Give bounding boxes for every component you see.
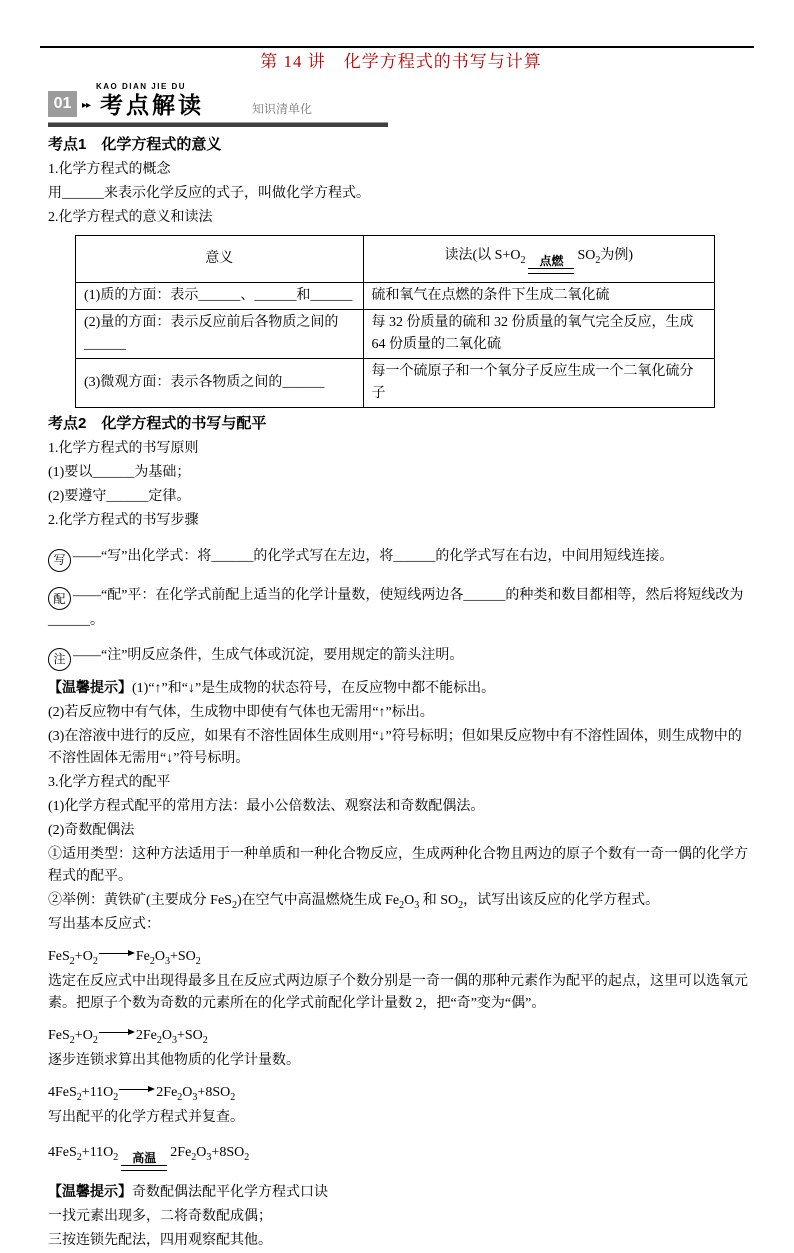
meaning-subheading: 2.化学方程式的意义和读法: [48, 210, 213, 225]
section-banner: [48, 82, 388, 127]
step-write-text: ——“写”出化学式：将______的化学式写在左边，将______的化学式写在右边，中间用短线连接。: [73, 549, 674, 564]
basic-equation-label: 写出基本反应式：: [48, 916, 160, 932]
mnemonic-line-2: 三按连锁先配法，四用观察配其他。: [48, 1232, 272, 1248]
tips-1-text-1: (1)“↑”和“↓”是生成物的状态符号，在反应物中都不能标出。: [132, 680, 496, 696]
tips-1-line-1: [48, 675, 754, 701]
equation-final: $4FeS_2+11O_2$ 高温 $2Fe_2O_3+8SO_2$: [48, 1142, 754, 1171]
tips-label: 【温馨提示】: [48, 1182, 132, 1199]
table-cell-left: (1)质的方面：表示______、______和______: [76, 283, 364, 310]
table-header-row: [76, 236, 715, 283]
tips-label: 【温馨提示】: [48, 678, 132, 695]
select-element-explain: 选定在反应式中出现得最多且在反应式两边原子个数分别是一奇一偶的那种元素作为配平的起点，这里可以选氧元素。把原子个数为奇数的元素所在的化学式前配化学计量数 2，把“奇”变为“偶”。: [48, 973, 748, 1011]
recheck-line: 写出配平的化学方程式并复查。: [48, 1109, 244, 1125]
condition-over-equals: 点燃: [528, 255, 574, 274]
table-cell-right: 每一个硫原子和一个氧分子反应生成一个二氧化硫分子: [363, 359, 714, 408]
meaning-table: [75, 235, 715, 408]
table-cell-left: (2)量的方面：表示反应前后各物质之间的______: [76, 310, 364, 359]
reaction-arrow-icon: [99, 949, 135, 959]
banner-eyebrow: KAO DIAN JIE DU: [96, 82, 187, 91]
annotate-badge-icon: 注: [48, 648, 71, 671]
equation-1: $FeS_2+O_2$ $Fe_2O_3+SO_2$: [48, 948, 201, 967]
banner-underline-bar: [48, 122, 388, 127]
equation-3: $4FeS_2+11O_2$ $2Fe_2O_3+8SO_2$: [48, 1084, 236, 1103]
reaction-arrow-icon: [99, 1028, 135, 1038]
table-header-reading: 读法(以 $S+O_2$ 点燃 $SO_2$为例): [363, 236, 714, 283]
table-row: [76, 359, 715, 408]
concept-fill-blank-line: 用______来表示化学反应的式子，叫做化学方程式。: [48, 186, 370, 201]
top-divider: [40, 46, 754, 48]
condition-over-equals: 高温: [121, 1152, 167, 1171]
banner-title: 考点解读: [100, 92, 205, 118]
table-row: [76, 310, 715, 359]
balance-badge-icon: 配: [48, 587, 71, 610]
step-annotate-text: ——“注”明反应条件，生成气体或沉淀，要用规定的箭头注明。: [73, 648, 464, 663]
table-header-meaning: 意义: [76, 236, 364, 283]
step-write: [48, 546, 754, 572]
table-cell-right: 每 32 份质量的硫和 32 份质量的氧气完全反应，生成 64 份质量的二氧化硫: [363, 310, 714, 359]
chain-calc-line: 逐步连锁求算出其他物质的化学计量数。: [48, 1052, 300, 1068]
writing-principle-subheading: 1.化学方程式的书写原则: [48, 441, 199, 456]
step-balance-text: ——“配”平：在化学式前配上适当的化学计量数，使短线两边各______的种类和数目都相等，然后将短线改为______。: [48, 587, 744, 628]
tips-2-title: 奇数配偶法配平化学方程式口诀: [132, 1184, 328, 1200]
write-badge-icon: 写: [48, 549, 71, 572]
step-annotate: [48, 645, 754, 671]
applicable-type-line: ①适用类型：这种方法适用于一种单质和一种化合物反应，生成两种化合物且两边的原子个数有一奇一偶的化学方程式的配平。: [48, 846, 748, 884]
heading-kaodian-2: 考点2 化学方程式的书写与配平: [48, 415, 267, 432]
tips-1-line-3: (3)在溶液中进行的反应，如果有不溶性固体生成则用“↓”符号标明；但如果反应物中有不溶性固体，则生成物中的不溶性固体无需用“↓”符号标明。: [48, 728, 742, 766]
heading-kaodian-1: 考点1 化学方程式的意义: [48, 136, 222, 153]
equation-2: $FeS_2+O_2$ $2Fe_2O_3+SO_2$: [48, 1027, 208, 1046]
table-row: [76, 283, 715, 310]
double-arrow-icon: ▸▸: [82, 100, 91, 111]
page-title: 第 14 讲 化学方程式的书写与计算: [260, 52, 542, 71]
principle-2-line: (2)要遵守______定律。: [48, 489, 191, 504]
step-balance: [48, 585, 754, 633]
table-cell-left: (3)微观方面：表示各物质之间的______: [76, 359, 364, 408]
writing-steps-subheading: 2.化学方程式的书写步骤: [48, 513, 199, 528]
concept-subheading: 1.化学方程式的概念: [48, 162, 171, 177]
balancing-subheading: 3.化学方程式的配平: [48, 774, 171, 790]
reaction-arrow-icon: [119, 1085, 155, 1095]
table-cell-right: 硫和氧气在点燃的条件下生成二氧化硫: [363, 283, 714, 310]
banner-text-block: [82, 82, 312, 118]
tips-2-line-1: [48, 1179, 754, 1205]
principle-1-line: (1)要以______为基础；: [48, 465, 191, 480]
mnemonic-line-1: 一找元素出现多，二将奇数配成偶；: [48, 1208, 272, 1224]
example-line: ②举例：黄铁矿(主要成分 FeS$_2$)在空气中高温燃烧生成 $Fe_2O_3$ 和 $SO_2$，试写出该反应的化学方程式。: [48, 892, 660, 911]
banner-number: 01: [48, 91, 77, 117]
tips-1-line-2: (2)若反应物中有气体，生成物中即使有气体也无需用“↑”标出。: [48, 704, 434, 720]
odd-even-method-subheading: (2)奇数配偶法: [48, 822, 135, 838]
banner-tagline: 知识清单化: [252, 102, 313, 116]
common-methods-line: (1)化学方程式配平的常用方法：最小公倍数法、观察法和奇数配偶法。: [48, 798, 485, 814]
